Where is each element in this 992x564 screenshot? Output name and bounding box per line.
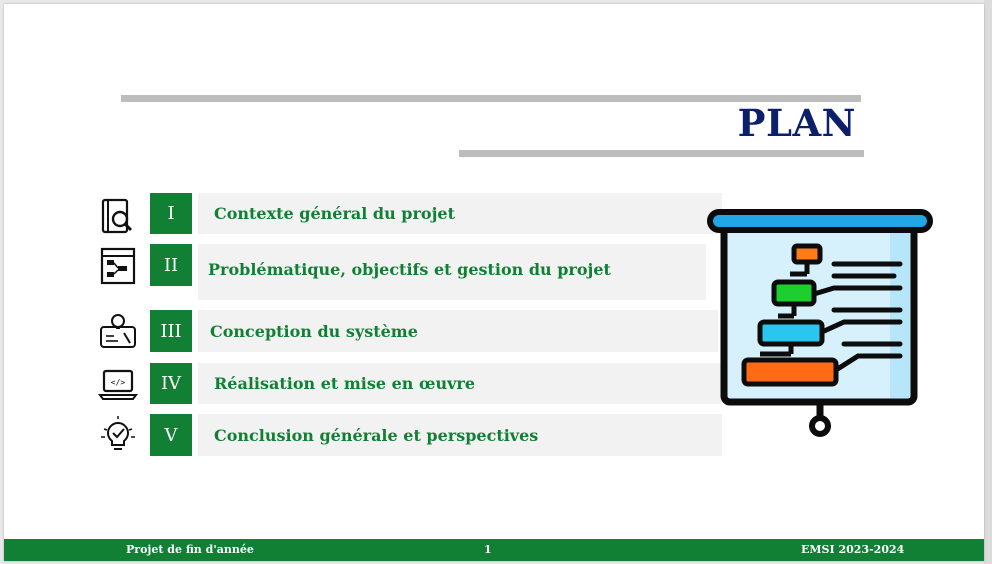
lightbulb-check-icon: [98, 415, 138, 455]
plan-item-3: [4, 310, 724, 352]
item-number: I: [150, 193, 192, 234]
plan-item-1: [4, 193, 724, 234]
footer-page-number: 1: [484, 543, 492, 556]
item-number: IV: [150, 363, 192, 404]
item-number: V: [150, 414, 192, 456]
svg-text:</>: </>: [110, 378, 126, 387]
item-label: Problématique, objectifs et gestion du projet: [198, 244, 706, 300]
idea-blueprint-icon: [98, 311, 138, 351]
presentation-board-icon: [704, 204, 944, 444]
laptop-code-icon: [98, 364, 138, 404]
item-number: II: [150, 244, 192, 286]
slide: [4, 4, 984, 561]
footer-left: Projet de fin d'année: [126, 543, 254, 556]
footer-right: EMSI 2023-2024: [801, 543, 905, 556]
slide-footer: [4, 539, 984, 561]
page-title: PLAN: [737, 101, 856, 145]
plan-item-5: [4, 414, 724, 456]
document-search-icon: [98, 197, 138, 237]
item-label: Contexte général du projet: [198, 193, 722, 234]
item-number: III: [150, 310, 192, 352]
plan-item-2: [4, 244, 724, 300]
title-bar-bottom: [459, 150, 864, 157]
item-label: Réalisation et mise en œuvre: [198, 363, 722, 404]
plan-item-4: [4, 363, 724, 404]
item-label: Conclusion générale et perspectives: [198, 414, 722, 456]
window-edge: [984, 0, 992, 564]
flowchart-board-icon: [98, 246, 138, 286]
item-label: Conception du système: [198, 310, 718, 352]
